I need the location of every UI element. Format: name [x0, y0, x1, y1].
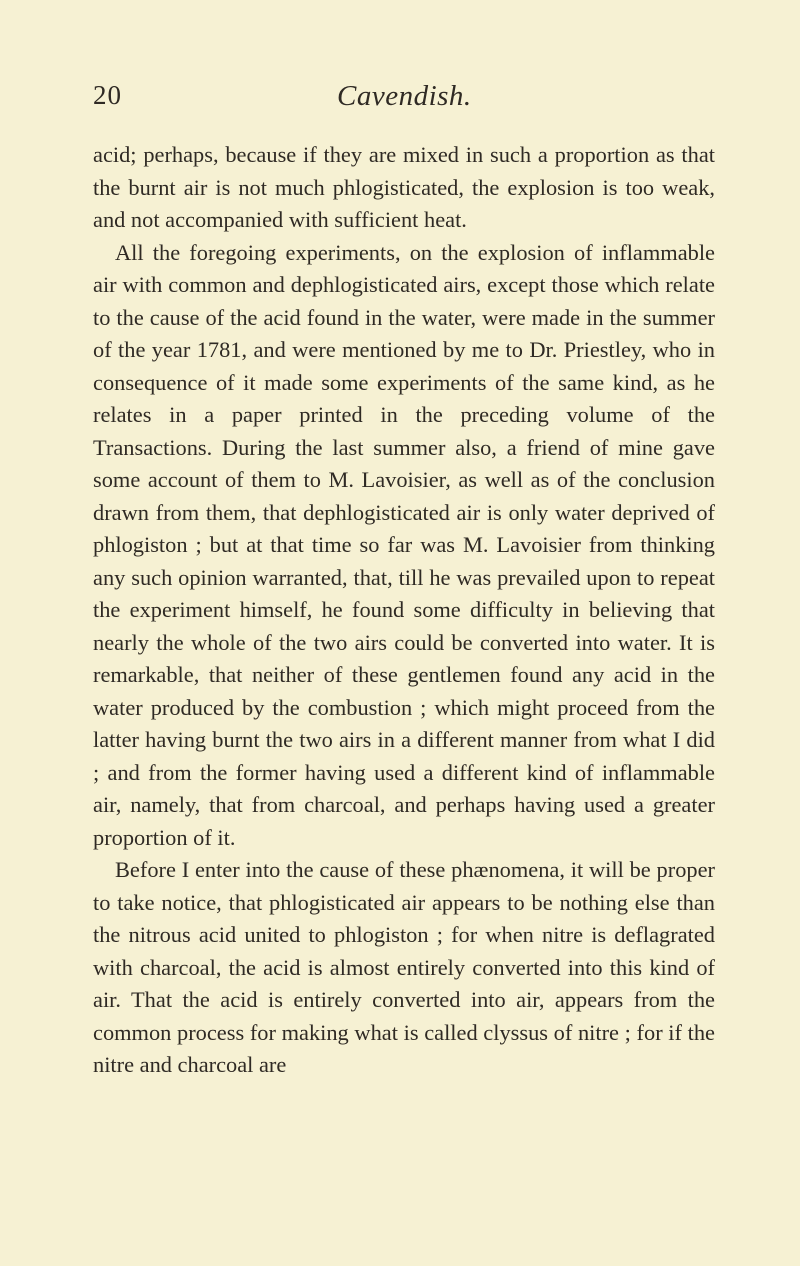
paragraph: acid; perhaps, because if they are mixed in such a proportion as that the burnt air is not much phlogisticated, the explosion is too weak, and not accompanied with sufficient heat. — [93, 142, 715, 232]
page-number: 20 — [93, 80, 122, 110]
paragraph: Before I enter into the cause of these phænomena, it will be proper to take notice, that phlogisticated air appears to be nothing else than the nitrous acid united to phlogiston ; for when nitre is deflagrated with charcoal, the acid is almost entirely converted into this kind of air. That the acid is entirely converted into air, appears from the common process for making what is called clyssus of nitre ; for if the nitre and charcoal are — [93, 857, 715, 1077]
paragraph: All the foregoing experiments, on the explosion of inflammable air with common and dephlogisticated airs, except those which relate to the cause of the acid found in the water, were made in the summer of the year 1781, and were mentioned by me to Dr. Priestley, who in consequence of it made some experiments of the same kind, as he relates in a paper printed in the preceding volume of the Transactions. During the last summer also, a friend of mine gave some account of them to M. Lavoisier, as well as of the conclusion drawn from them, that dephlogisticated air is only water deprived of phlogiston ; but at that time so far was M. Lavoisier from thinking any such opinion warranted, that, till he was prevailed upon to repeat the experiment himself, he found some difficulty in believing that nearly the whole of the two airs could be converted into water. It is remarkable, that neither of these gentlemen found any acid in the water produced by the combustion ; which might proceed from the latter having burnt the two airs in a different manner from what I did ; and from the former having used a different kind of inflammable air, namely, that from charcoal, and perhaps having used a greater proportion of it. — [93, 239, 715, 850]
body-text — [93, 139, 715, 1082]
running-head: Cavendish. — [337, 80, 472, 112]
page-header — [93, 80, 715, 120]
